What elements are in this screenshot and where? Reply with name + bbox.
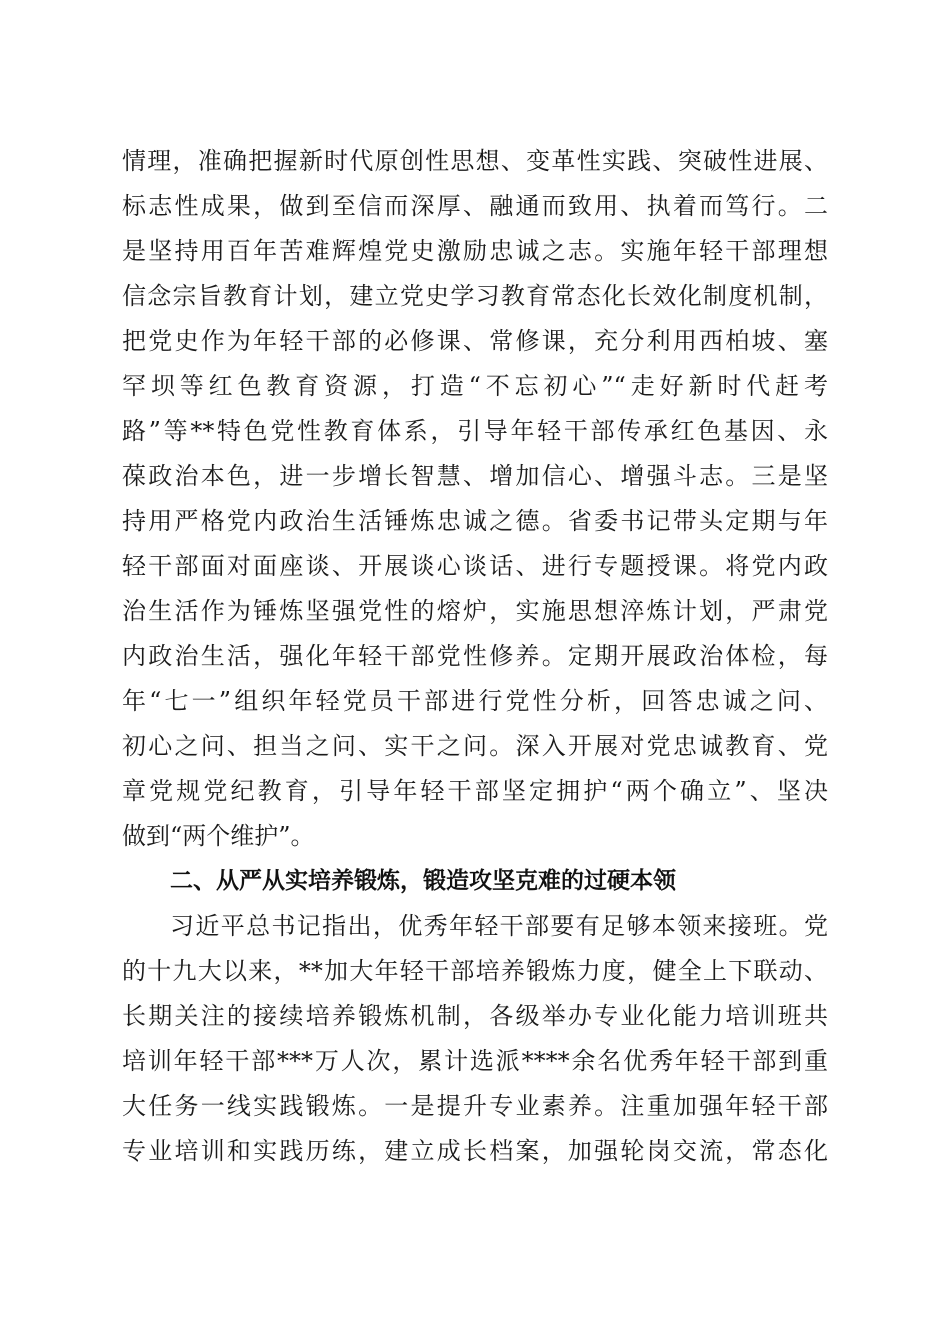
text-line: 路”等**特色党性教育体系，引导年轻干部传承红色基因、永 xyxy=(122,417,828,445)
text-line: 标志性成果，做到至信而深厚、融通而致用、执着而笃行。二 xyxy=(122,192,828,220)
text-line: 章党规党纪教育，引导年轻干部坚定拥护“两个确立”、坚决 xyxy=(122,777,828,805)
text-line: 专业培训和实践历练，建立成长档案，加强轮岗交流，常态化 xyxy=(122,1137,828,1165)
text-line: 是坚持用百年苦难辉煌党史激励忠诚之志。实施年轻干部理想 xyxy=(122,237,828,265)
text-line: 罕坝等红色教育资源，打造“不忘初心”“走好新时代赶考 xyxy=(122,372,828,400)
text-line: 培训年轻干部***万人次，累计选派****余名优秀年轻干部到重 xyxy=(122,1047,828,1075)
text-line: 把党史作为年轻干部的必修课、常修课，充分利用西柏坡、塞 xyxy=(122,327,828,355)
text-line: 的十九大以来，**加大年轻干部培养锻炼力度，健全上下联动、 xyxy=(122,957,828,985)
text-line: 习近平总书记指出，优秀年轻干部要有足够本领来接班。党 xyxy=(170,912,828,940)
text-line: 信念宗旨教育计划，建立党史学习教育常态化长效化制度机制， xyxy=(122,282,828,310)
text-line: 持用严格党内政治生活锤炼忠诚之德。省委书记带头定期与年 xyxy=(122,507,828,535)
text-line: 情理，准确把握新时代原创性思想、变革性实践、突破性进展、 xyxy=(122,147,828,175)
text-line: 内政治生活，强化年轻干部党性修养。定期开展政治体检，每 xyxy=(122,642,828,670)
text-line: 年“七一”组织年轻党员干部进行党性分析，回答忠诚之问、 xyxy=(122,687,828,715)
text-line: 葆政治本色，进一步增长智慧、增加信心、增强斗志。三是坚 xyxy=(122,462,828,490)
text-line: 初心之问、担当之问、实干之问。深入开展对党忠诚教育、党 xyxy=(122,732,828,760)
text-line: 大任务一线实践锻炼。一是提升专业素养。注重加强年轻干部 xyxy=(122,1092,828,1120)
text-line: 长期关注的接续培养锻炼机制，各级举办专业化能力培训班共 xyxy=(122,1002,828,1030)
section-heading: 二、从严从实培养锻炼，锻造攻坚克难的过硬本领 xyxy=(170,868,676,894)
text-line: 做到“两个维护”。 xyxy=(122,822,315,850)
text-line: 轻干部面对面座谈、开展谈心谈话、进行专题授课。将党内政 xyxy=(122,552,828,580)
text-line: 治生活作为锤炼坚强党性的熔炉，实施思想淬炼计划，严肃党 xyxy=(122,597,828,625)
